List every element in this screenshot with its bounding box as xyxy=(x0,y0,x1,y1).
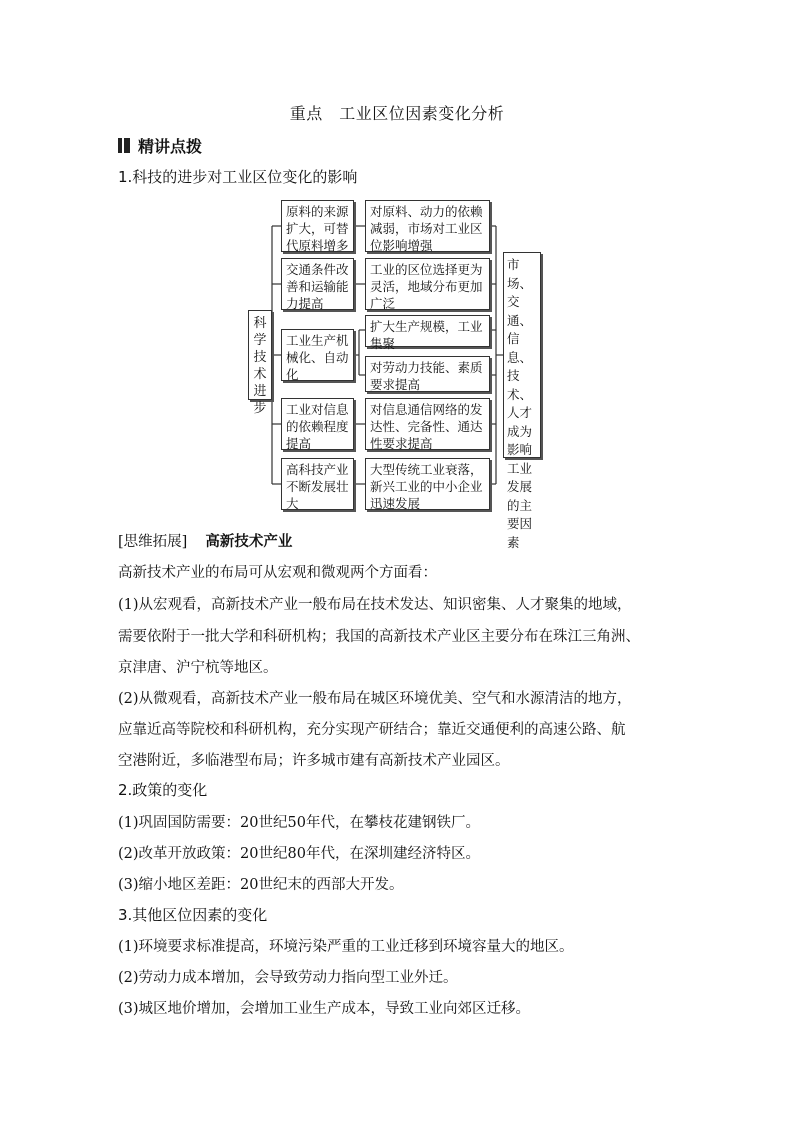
policy-item: (3)缩小地区差距：20世纪末的西部大开发。 xyxy=(118,877,404,893)
policy-item: (1)巩固国防需要：20世纪50年代，在攀枝花建钢铁厂。 xyxy=(118,815,480,831)
other-item: (2)劳动力成本增加，会导致劳动力指向型工业外迁。 xyxy=(118,970,458,986)
diagram-cause-box: 高科技产业不断发展壮大 xyxy=(281,458,354,510)
expand-heading xyxy=(118,530,292,551)
subheading-other: 3.其他区位因素的变化 xyxy=(118,906,268,924)
other-item: (3)城区地价增加，会增加工业生产成本，导致工业向郊区迁移。 xyxy=(118,1001,531,1017)
paragraph-line: (2)从微观看，高新技术产业一般布局在城区环境优美、空气和水源清洁的地方， xyxy=(118,691,632,707)
other-item: (1)环境要求标准提高，环境污染严重的工业迁移到环境容量大的地区。 xyxy=(118,939,574,955)
diagram-cause-box: 交通条件改善和运输能力提高 xyxy=(281,258,354,310)
paragraph-line: (1)从宏观看，高新技术产业一般布局在技术发达、知识密集、人才聚集的地域， xyxy=(118,597,632,613)
subheading-technology: 1.科技的进步对工业区位变化的影响 xyxy=(118,168,358,186)
diagram-effect-box: 对信息通信网络的发达性、完备性、通达性要求提高 xyxy=(365,398,490,450)
paragraph-line: 京津唐、沪宁杭等地区。 xyxy=(118,660,278,676)
diagram-cause-box: 工业对信息的依赖程度提高 xyxy=(281,398,354,450)
diagram-cause-box: 原料的来源扩大，可替代原料增多 xyxy=(281,200,354,252)
diagram-root-box: 科学技术进步 xyxy=(248,310,272,400)
section-heading-text: 精讲点拨 xyxy=(138,137,203,156)
diagram-effect-box: 扩大生产规模，工业集聚 xyxy=(365,315,490,347)
diagram-cause-box: 工业生产机械化、自动化 xyxy=(281,329,354,381)
expand-title: 高新技术产业 xyxy=(205,534,293,550)
paragraph-line: 高新技术产业的布局可从宏观和微观两个方面看： xyxy=(118,565,437,581)
paragraph-line: 应靠近高等院校和科研机构，充分实现产研结合；靠近交通便利的高速公路、航 xyxy=(118,722,626,738)
diagram-effect-box: 对劳动力技能、素质要求提高 xyxy=(365,356,490,392)
paragraph-line: 需要依附于一批大学和科研机构；我国的高新技术产业区主要分布在珠江三角洲、 xyxy=(118,629,640,645)
paragraph-line: 空港附近，多临港型布局；许多城市建有高新技术产业园区。 xyxy=(118,753,510,769)
diagram-effect-box: 工业的区位选择更为灵活，地域分布更加广泛 xyxy=(365,258,490,310)
subheading-policy: 2.政策的变化 xyxy=(118,781,208,799)
page-title: 重点 工业区位因素变化分析 xyxy=(289,104,505,123)
diagram-effect-box: 对原料、动力的依赖减弱，市场对工业区位影响增强 xyxy=(365,200,490,252)
diagram-effect-box: 大型传统工业衰落，新兴工业的中小企业迅速发展 xyxy=(365,458,490,510)
policy-item: (2)改革开放政策：20世纪80年代，在深圳建经济特区。 xyxy=(118,846,480,862)
diagram-result-box: 市场、交通、信息、技术、人才成为影响工业发展的主要因素 xyxy=(503,252,541,458)
expand-label: [思维拓展] xyxy=(118,534,188,550)
